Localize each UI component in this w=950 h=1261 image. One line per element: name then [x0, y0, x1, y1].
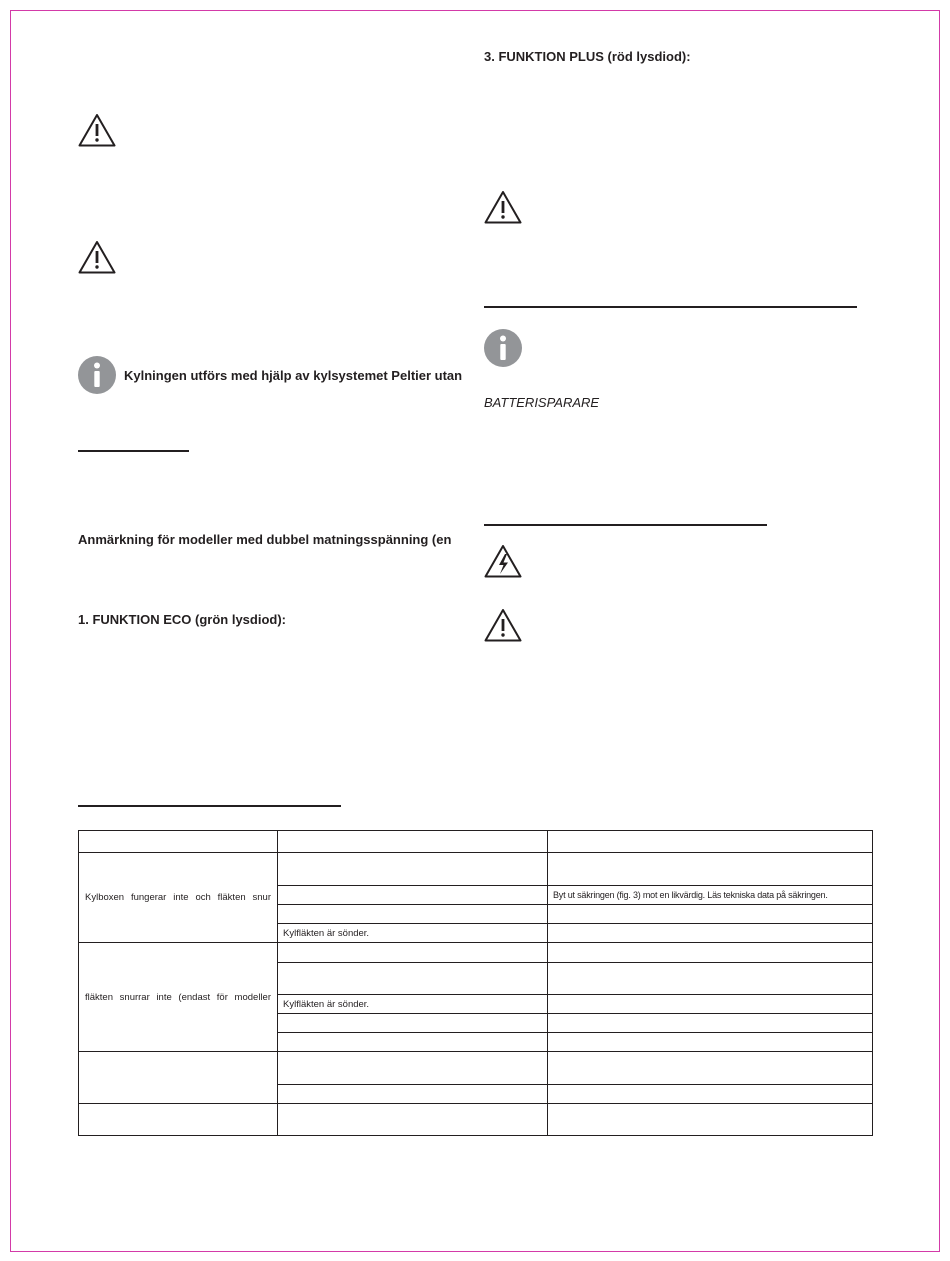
info-circle-icon	[484, 329, 522, 367]
section-divider	[484, 306, 857, 308]
warning-triangle-icon	[78, 240, 116, 274]
remedy-cell	[548, 1033, 873, 1052]
dual-voltage-note: Anmärkning för modeller med dubbel matningsspänning (en	[78, 532, 452, 547]
remedy-cell	[548, 924, 873, 943]
remedy-cell	[548, 1052, 873, 1085]
header-cell-remedy	[548, 831, 873, 853]
table-row	[79, 943, 873, 963]
battery-saver-label: BATTERISPARARE	[484, 395, 600, 410]
eco-function-heading: 1. FUNKTION ECO (grön lysdiod):	[78, 612, 286, 627]
cause-cell: Kylfläkten är sönder.	[278, 924, 548, 943]
remedy-cell	[548, 853, 873, 886]
table-row	[79, 853, 873, 886]
electric-hazard-icon	[484, 544, 522, 578]
remedy-cell	[548, 995, 873, 1014]
table-row	[79, 1104, 873, 1136]
cause-cell	[278, 943, 548, 963]
table-row	[79, 1052, 873, 1085]
remedy-cell	[548, 963, 873, 995]
table-header-row	[79, 831, 873, 853]
warning-triangle-icon	[78, 113, 116, 147]
cause-cell	[278, 853, 548, 886]
problem-cell: Kylboxen fungerar inte och fläkten snur	[79, 853, 278, 943]
cause-cell	[278, 886, 548, 905]
cause-cell	[278, 905, 548, 924]
cause-cell	[278, 1104, 548, 1136]
info-circle-icon	[78, 356, 116, 394]
remedy-cell	[548, 943, 873, 963]
cause-cell: Kylfläkten är sönder.	[278, 995, 548, 1014]
problem-cell	[79, 1104, 278, 1136]
troubleshooting-table	[78, 830, 873, 1136]
plus-function-heading: 3. FUNKTION PLUS (röd lysdiod):	[484, 49, 691, 64]
remedy-cell	[548, 1014, 873, 1033]
remedy-cell	[548, 1104, 873, 1136]
cause-cell	[278, 1014, 548, 1033]
header-cell-cause	[278, 831, 548, 853]
section-divider	[78, 450, 189, 452]
remedy-cell	[548, 905, 873, 924]
section-divider	[78, 805, 341, 807]
warning-triangle-icon	[484, 190, 522, 224]
problem-cell: fläkten snurrar inte (endast för modeller	[79, 943, 278, 1052]
header-cell-problem	[79, 831, 278, 853]
warning-triangle-icon	[484, 608, 522, 642]
cause-cell	[278, 1033, 548, 1052]
section-divider	[484, 524, 767, 526]
problem-cell	[79, 1052, 278, 1104]
info-note-text: Kylningen utförs med hjälp av kylsystemet Peltier utan	[124, 368, 463, 383]
remedy-cell: Byt ut säkringen (fig. 3) mot en likvärdig. Läs tekniska data på säkringen.	[548, 886, 873, 905]
cause-cell	[278, 963, 548, 995]
cause-cell	[278, 1085, 548, 1104]
cause-cell	[278, 1052, 548, 1085]
remedy-cell	[548, 1085, 873, 1104]
